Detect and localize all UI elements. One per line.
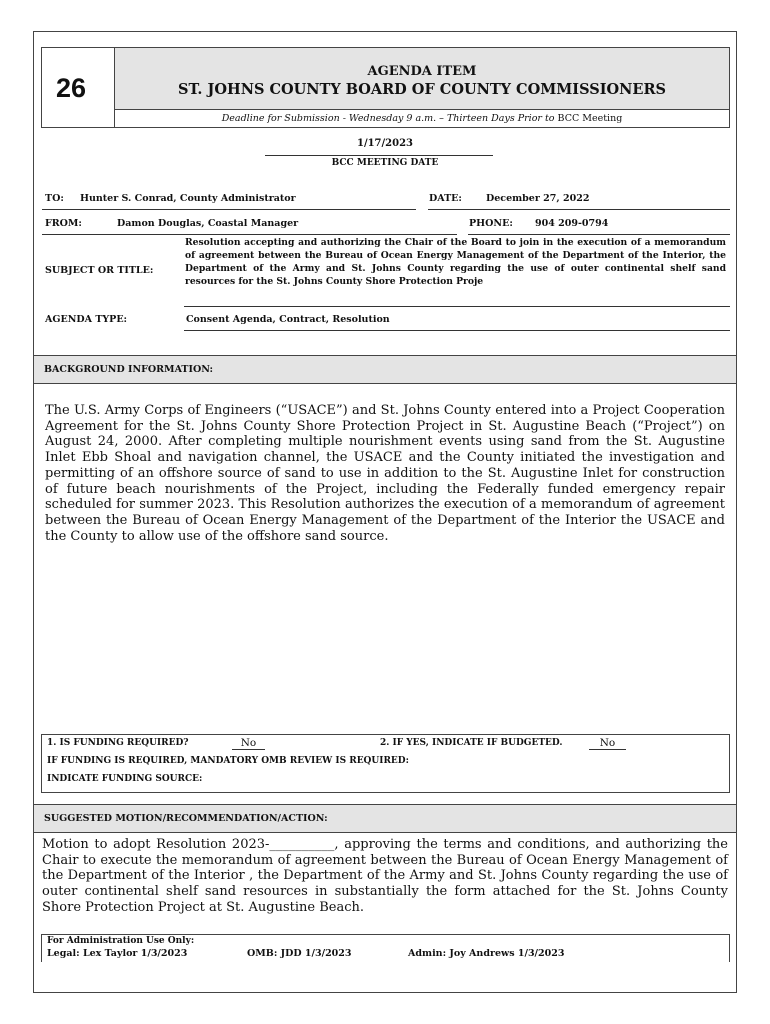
agenda-header <box>41 47 730 128</box>
omb-review-note: IF FUNDING IS REQUIRED, MANDATORY OMB REVIEW IS REQUIRED: <box>47 756 409 766</box>
subject-value: Resolution accepting and authorizing the Chair of the Board to join in the execution of a memorandum of agreement between the Bureau of Ocean Energy Management of the Department of the Interior, the Department of the Army and St. Johns County regarding the use of outer continental shelf sand resources for the St. Johns County Shore Protection Proje <box>185 237 726 287</box>
bcc-meeting-date-value: 1/17/2023 <box>356 138 413 149</box>
phone-underline <box>468 234 730 235</box>
agenda-item-number-cell <box>42 48 115 127</box>
budgeted-value: No <box>589 737 626 750</box>
deadline-italic: Deadline for Submission - Wednesday 9 a.m. – Thirteen Days Prior to <box>221 113 555 124</box>
subject-underline <box>184 306 730 307</box>
admin-heading: For Administration Use Only: <box>47 936 195 946</box>
agenda-type-underline <box>184 330 730 331</box>
omb-signoff: OMB: JDD 1/3/2023 <box>247 948 352 959</box>
background-text: The U.S. Army Corps of Engineers (“USACE”) and St. Johns County entered into a Project Cooperation Agreement for the St. Johns County Shore Protection Project in St. Augustine Beach (“Project”) on August 24, 2000. After completing multiple nourishment events using sand from the St. Augustine Inlet Ebb Shoal and navigation channel, the USACE and the County initiated the investigation and permitting of an offshore source of sand to use in addition to the St. Augustine Inlet for construction of future beach nourishments of the Project, including the Federally funded emergency repair scheduled for summer 2023. This Resolution authorizes the execution of a memorandum of agreement between the Bureau of Ocean Energy Management of the Department of the Interior the USACE and the County to allow use of the offshore sand source. <box>45 403 725 544</box>
phone-value: 904 209-0794 <box>535 218 609 229</box>
background-heading: BACKGROUND INFORMATION: <box>44 364 214 375</box>
header-title-block <box>115 48 729 110</box>
funding-source-label: INDICATE FUNDING SOURCE: <box>47 774 203 784</box>
agenda-type-label: AGENDA TYPE: <box>45 314 128 325</box>
agenda-item-heading: AGENDA ITEM <box>367 64 477 79</box>
agenda-type-value: Consent Agenda, Contract, Resolution <box>186 314 390 325</box>
motion-heading: SUGGESTED MOTION/RECOMMENDATION/ACTION: <box>44 813 328 824</box>
background-section-header <box>34 355 736 384</box>
budgeted-label: 2. IF YES, INDICATE IF BUDGETED. <box>380 738 563 748</box>
to-underline <box>42 209 416 210</box>
board-name: ST. JOHNS COUNTY BOARD OF COUNTY COMMISSIONERS <box>178 81 666 98</box>
from-value: Damon Douglas, Coastal Manager <box>117 218 299 229</box>
deadline-meeting: BCC Meeting <box>557 113 623 124</box>
date-underline <box>428 209 730 210</box>
administration-box <box>41 934 730 962</box>
motion-section-header <box>34 804 736 833</box>
funding-required-label: 1. IS FUNDING REQUIRED? <box>47 738 189 748</box>
bcc-meeting-date-label: BCC MEETING DATE <box>331 158 439 168</box>
to-label: TO: <box>45 193 64 204</box>
admin-signoff: Admin: Joy Andrews 1/3/2023 <box>408 948 565 959</box>
date-label: DATE: <box>429 193 462 204</box>
funding-box <box>41 734 730 793</box>
phone-label: PHONE: <box>469 218 513 229</box>
to-value: Hunter S. Conrad, County Administrator <box>80 193 296 204</box>
motion-text: Motion to adopt Resolution 2023-__________, approving the terms and conditions, and authorizing the Chair to execute the memorandum of agreement between the Bureau of Ocean Energy Management of the Department of the Interior , the Department of the Army and St. Johns County regarding the use of outer continental shelf sand resources in substantially the form attached for the St. Johns County Shore Protection Project at St. Augustine Beach. <box>42 837 728 915</box>
funding-required-value: No <box>232 737 265 750</box>
from-underline <box>42 234 457 235</box>
meeting-date-underline <box>265 155 493 156</box>
agenda-item-number: 26 <box>56 73 87 103</box>
from-label: FROM: <box>45 218 82 229</box>
submission-deadline <box>115 110 729 127</box>
date-value: December 27, 2022 <box>486 193 590 204</box>
legal-signoff: Legal: Lex Taylor 1/3/2023 <box>47 948 188 959</box>
subject-label: SUBJECT OR TITLE: <box>45 265 154 276</box>
